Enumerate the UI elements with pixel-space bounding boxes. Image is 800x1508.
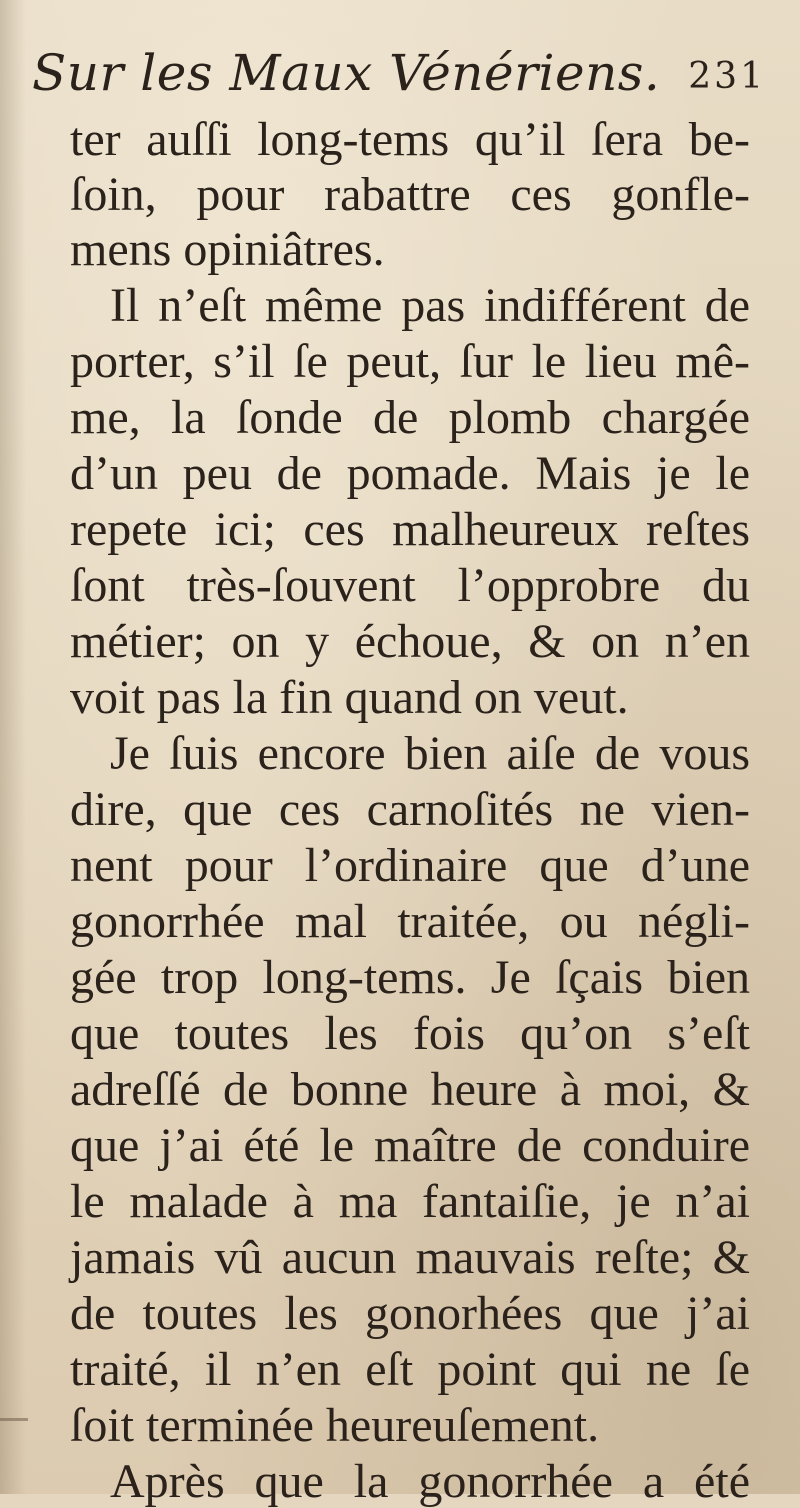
page-edge-mark (0, 1418, 28, 1421)
text-line: porter, s’il ſe peut, ſur le lieu mê- (70, 335, 750, 388)
text-line: Je ſuis encore bien aiſe de vous (110, 727, 750, 780)
text-line: jamais vû aucun mauvais reſte; & (70, 1231, 750, 1284)
text-line: ſoin, pour rabattre ces gonfle- (70, 168, 750, 221)
text-line: ſoit terminée heureuſement. (70, 1399, 600, 1452)
text-line: de toutes les gonorhées que j’ai (70, 1287, 750, 1340)
gutter-shadow (0, 0, 26, 1494)
text-line: dire, que ces carnoſités ne vien- (70, 783, 750, 836)
text-line: adreſſé de bonne heure à moi, & (70, 1063, 750, 1116)
text-line: nent pour l’ordinaire que d’une (70, 839, 750, 892)
text-line: gée trop long-tems. Je ſçais bien (70, 951, 750, 1004)
text-line: mens opiniâtres. (70, 223, 385, 276)
text-line: Après que la gonorrhée a été (110, 1455, 750, 1508)
text-line: métier; on y échoue, & on n’en (70, 615, 750, 668)
text-line: le malade à ma fantaiſie, je n’ai (70, 1175, 750, 1228)
text-line: voit pas la fin quand on veut. (70, 671, 629, 724)
page-number: 231 (688, 56, 766, 97)
running-title: Sur les Maux Vénériens. (32, 44, 661, 102)
text-line: gonorrhée mal traitée, ou négli- (70, 895, 750, 948)
text-line: ter auſſi long-tems qu’il ſera be- (70, 113, 750, 166)
text-line: traité, il n’en eſt point qui ne ſe (70, 1343, 750, 1396)
text-line: que toutes les fois qu’on s’eſt (70, 1007, 750, 1060)
text-line: me, la ſonde de plomb chargée (70, 391, 750, 444)
text-line: d’un peu de pomade. Mais je le (70, 447, 750, 500)
text-line: Il n’eſt même pas indifférent de (110, 279, 750, 332)
page-header (32, 42, 780, 114)
text-line: que j’ai été le maître de conduire (70, 1119, 750, 1172)
text-line: ſont très-ſouvent l’opprobre du (70, 559, 750, 612)
text-line: repete ici; ces malheureux reſtes (70, 503, 750, 556)
